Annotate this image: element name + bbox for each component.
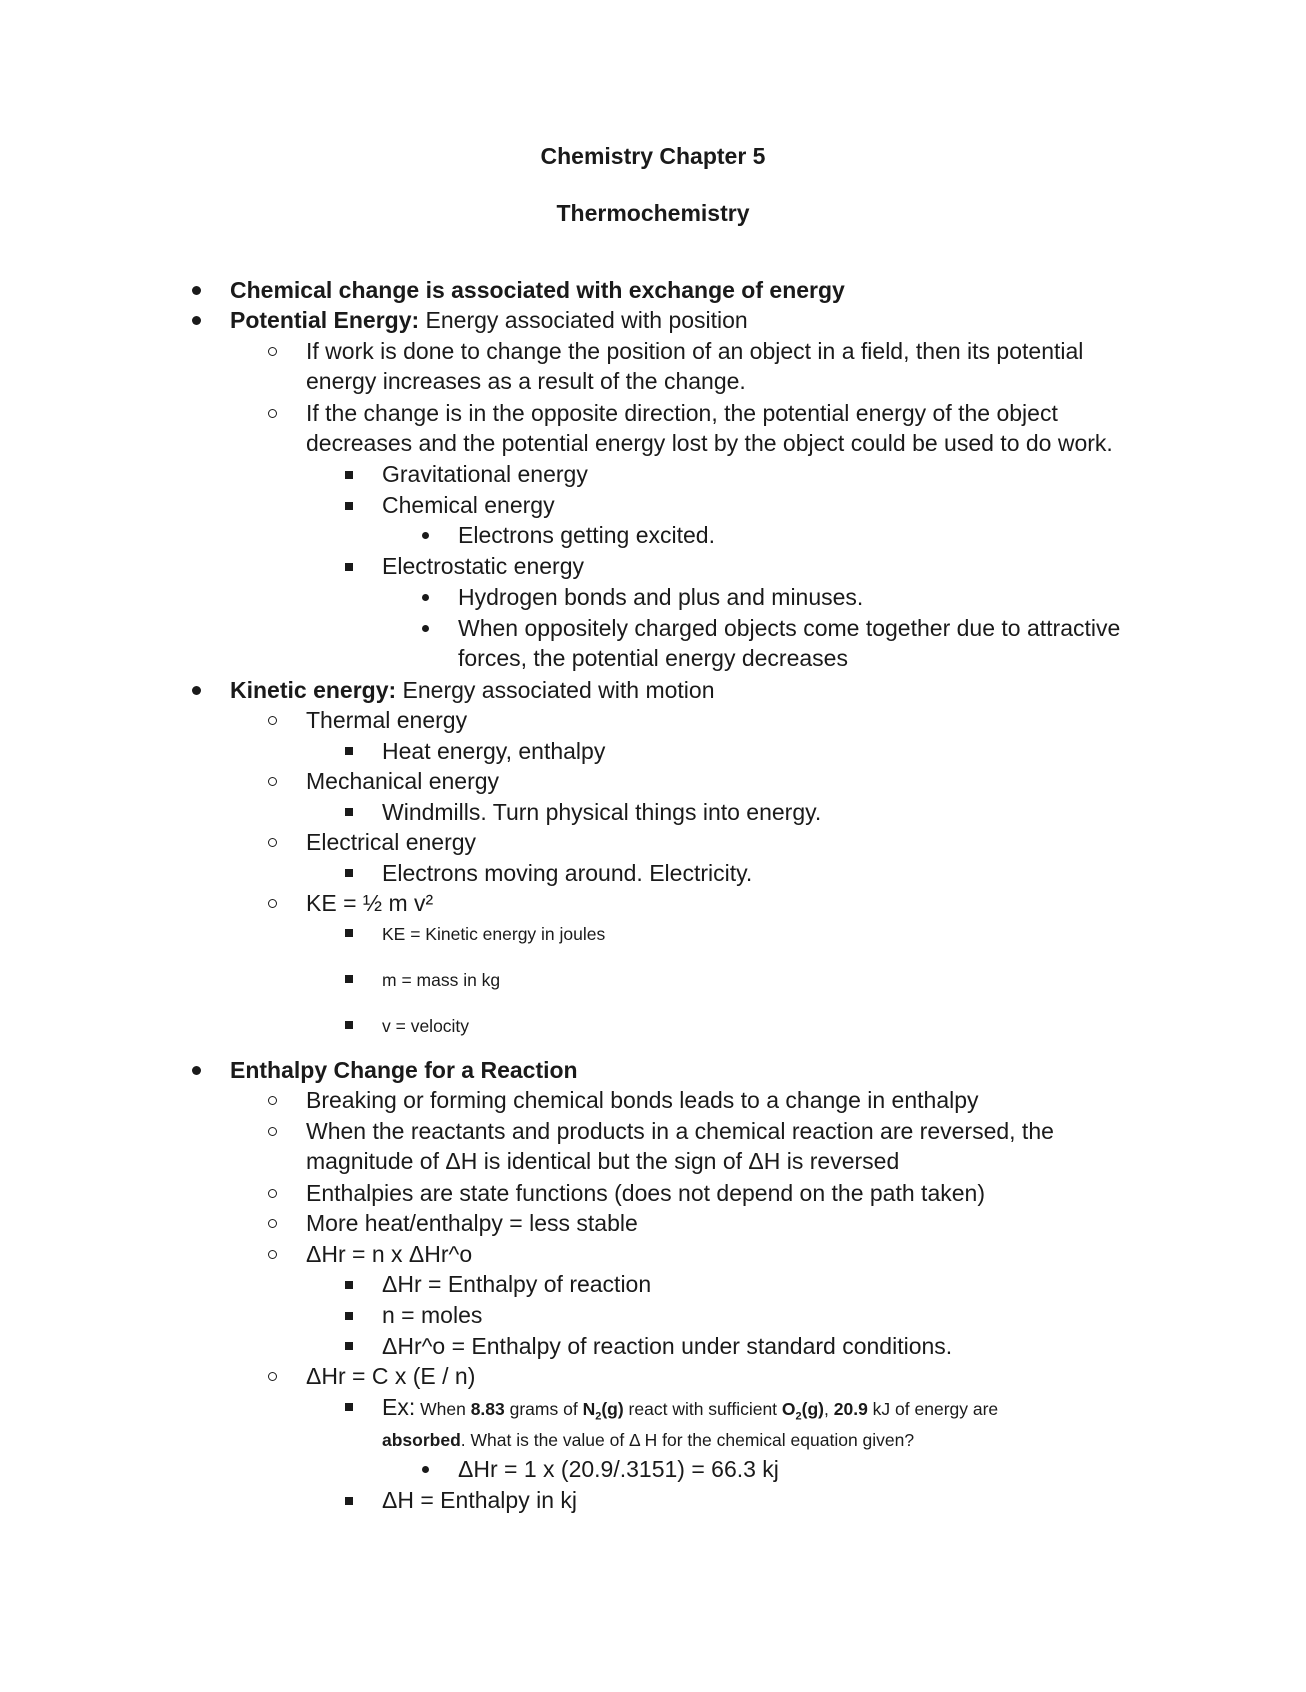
bullet-square [345, 1281, 353, 1289]
bullet-circle [268, 777, 277, 786]
list-item-cont: magnitude of ΔH is identical but the sign of ΔH is reversed [306, 1148, 900, 1174]
bullet-square [345, 1497, 353, 1505]
bullet-disc [422, 532, 429, 539]
list-item: Electrical energy [306, 829, 477, 855]
list-item: ΔHr^o = Enthalpy of reaction under standard conditions. [382, 1333, 953, 1359]
list-item: Gravitational energy [382, 461, 588, 487]
bullet-square [345, 1403, 353, 1411]
list-item: Windmills. Turn physical things into energy. [382, 799, 822, 825]
bullet-square [345, 563, 353, 571]
list-item: If work is done to change the position of an object in a field, then its potential [306, 338, 1084, 364]
page-title: Chemistry Chapter 5 [540, 143, 766, 169]
list-item: Heat energy, enthalpy [382, 738, 606, 764]
list-item: ΔH = Enthalpy in kj [382, 1487, 577, 1513]
list-item: ΔHr = n x ΔHr^o [306, 1241, 473, 1267]
list-item: Chemical energy [382, 492, 555, 518]
bullet-square [345, 1312, 353, 1320]
list-item: If the change is in the opposite direction, the potential energy of the object [306, 400, 1058, 426]
bullet-circle [268, 1219, 277, 1228]
bullet-disc [422, 1466, 429, 1473]
example-line-cont: absorbed. What is the value of Δ H for the chemical equation given? [382, 1430, 915, 1450]
bullet-square [345, 975, 353, 983]
list-item: ΔHr = Enthalpy of reaction [382, 1271, 652, 1297]
list-item: Enthalpies are state functions (does not depend on the path taken) [306, 1180, 985, 1206]
bullet-square [345, 471, 353, 479]
list-item: Electrons getting excited. [458, 522, 715, 548]
list-item: ΔHr = C x (E / n) [306, 1363, 476, 1389]
bullet-circle [268, 409, 277, 418]
bullet-circle [268, 1127, 277, 1136]
bullet-disc [422, 625, 429, 632]
list-item: KE = Kinetic energy in joules [382, 924, 606, 944]
list-item: Potential Energy: Energy associated with position [230, 307, 748, 333]
list-item: Breaking or forming chemical bonds leads to a change in enthalpy [306, 1087, 979, 1113]
list-item: Mechanical energy [306, 768, 500, 794]
bullet-disc [192, 316, 201, 325]
list-item-cont: decreases and the potential energy lost by the object could be used to do work. [306, 430, 1113, 456]
bullet-circle [268, 347, 277, 356]
list-item: v = velocity [382, 1016, 470, 1036]
list-item-cont: energy increases as a result of the change. [306, 368, 746, 394]
bullet-square [345, 808, 353, 816]
list-item: Kinetic energy: Energy associated with motion [230, 677, 715, 703]
list-item: Enthalpy Change for a Reaction [230, 1057, 578, 1083]
bullet-square [345, 1342, 353, 1350]
list-item: Electrostatic energy [382, 553, 584, 579]
bullet-disc [422, 594, 429, 601]
list-item: Chemical change is associated with exchange of energy [230, 277, 845, 303]
bullet-circle [268, 899, 277, 908]
list-item: Thermal energy [306, 707, 468, 733]
list-item: When oppositely charged objects come together due to attractive [458, 615, 1121, 641]
bullet-circle [268, 1250, 277, 1259]
bullet-square [345, 502, 353, 510]
bullet-square [345, 869, 353, 877]
bullet-circle [268, 1096, 277, 1105]
example-line: Ex: When 8.83 grams of $N_2(g)$ react with sufficient $O_2(g)$, 20.9 kJ of energy are [382, 1394, 999, 1423]
bullet-disc [192, 1066, 201, 1075]
bullet-disc [192, 286, 201, 295]
list-item: m = mass in kg [382, 970, 501, 990]
list-item: When the reactants and products in a chemical reaction are reversed, the [306, 1118, 1054, 1144]
bullet-circle [268, 838, 277, 847]
list-item: ΔHr = 1 x (20.9/.3151) = 66.3 kj [458, 1456, 779, 1482]
bullet-circle [268, 1189, 277, 1198]
bullet-circle [268, 716, 277, 725]
bullet-square [345, 1021, 353, 1029]
list-item: n = moles [382, 1302, 483, 1328]
page-subtitle: Thermochemistry [556, 200, 750, 226]
list-item: Hydrogen bonds and plus and minuses. [458, 584, 864, 610]
list-item: KE = ½ m v² [306, 890, 434, 916]
list-item: More heat/enthalpy = less stable [306, 1210, 638, 1236]
bullet-square [345, 929, 353, 937]
list-item: Electrons moving around. Electricity. [382, 860, 753, 886]
list-item-cont: forces, the potential energy decreases [458, 645, 848, 671]
bullet-disc [192, 686, 201, 695]
bullet-circle [268, 1372, 277, 1381]
bullet-square [345, 747, 353, 755]
